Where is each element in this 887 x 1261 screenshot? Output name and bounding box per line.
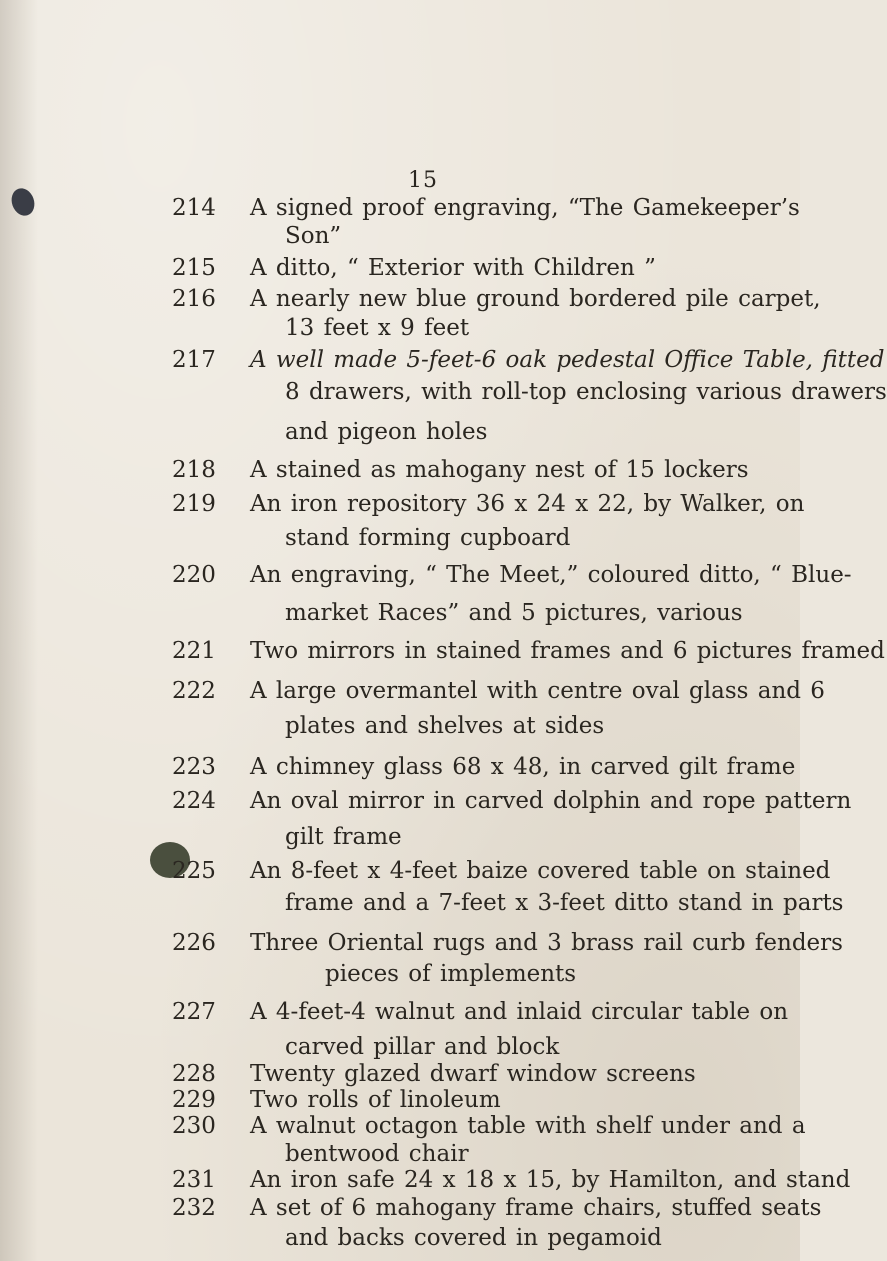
lot-number: 219 (172, 491, 216, 517)
lot-description-line: An iron safe 24 x 18 x 15, by Hamilton, and stand (250, 1167, 851, 1193)
lot-description-line: gilt frame (285, 824, 402, 850)
lot-number: 221 (172, 638, 216, 664)
lot-description-line: carved pillar and block (285, 1034, 560, 1060)
lot-description-line: A well made 5-feet-6 oak pedestal Office Table, fitted (250, 347, 885, 373)
lot-number: 232 (172, 1195, 216, 1221)
lot-description-line: plates and shelves at sides (285, 713, 605, 739)
lot-description-line: Two rolls of linoleum (250, 1087, 501, 1113)
lot-description-line: A ditto, “ Exterior with Children ” (250, 255, 656, 281)
lot-description-line: pieces of implements (325, 961, 577, 987)
lot-description-line: Two mirrors in stained frames and 6 pictures framed (250, 638, 885, 664)
lot-description-line: 8 drawers, with roll-top enclosing various drawers (285, 379, 887, 405)
lot-description-line: Son” (285, 223, 342, 249)
lot-description-line: A walnut octagon table with shelf under and a (250, 1113, 806, 1139)
lot-number: 215 (172, 255, 216, 281)
lot-number: 228 (172, 1061, 216, 1087)
lot-description-line: A large overmantel with centre oval glass and 6 (250, 678, 825, 704)
lot-description-line: and backs covered in pegamoid (285, 1225, 662, 1251)
lot-description-line: A 4-feet-4 walnut and inlaid circular table on (250, 999, 789, 1025)
lot-description-line: An 8-feet x 4-feet baize covered table on stained (250, 858, 831, 884)
lot-description-line: and pigeon holes (285, 419, 488, 445)
lot-description-line: stand forming cupboard (285, 525, 571, 551)
lot-number: 227 (172, 999, 216, 1025)
lot-description-line: An engraving, “ The Meet,” coloured ditto, “ Blue- (250, 562, 852, 588)
lot-description-line: A chimney glass 68 x 48, in carved gilt frame (250, 754, 796, 780)
lot-number: 218 (172, 457, 216, 483)
lot-description-line: An iron repository 36 x 24 x 22, by Walker, on (250, 491, 805, 517)
lot-number: 224 (172, 788, 216, 814)
lot-description-line: Twenty glazed dwarf window screens (250, 1061, 696, 1087)
lot-description-line: market Races” and 5 pictures, various (285, 600, 743, 626)
lot-number: 230 (172, 1113, 216, 1139)
lot-number: 229 (172, 1087, 216, 1113)
lot-number: 226 (172, 930, 216, 956)
lot-description-line: A nearly new blue ground bordered pile carpet, (250, 286, 821, 312)
page-number: 15 (408, 168, 438, 193)
lot-description-line: A stained as mahogany nest of 15 lockers (250, 457, 749, 483)
lot-number: 223 (172, 754, 216, 780)
lot-number: 214 (172, 195, 216, 221)
lot-number: 216 (172, 286, 216, 312)
lot-description-line: A set of 6 mahogany frame chairs, stuffed seats (250, 1195, 822, 1221)
lot-number: 220 (172, 562, 216, 588)
lot-description-line: A signed proof engraving, “The Gamekeeper’s (250, 195, 800, 221)
lot-number: 225 (172, 858, 216, 884)
lot-description-line: bentwood chair (285, 1141, 469, 1167)
lot-description-line: An oval mirror in carved dolphin and rope pattern (250, 788, 852, 814)
lot-number: 222 (172, 678, 216, 704)
lot-number: 217 (172, 347, 216, 373)
lot-description-line: Three Oriental rugs and 3 brass rail curb fenders (250, 930, 843, 956)
lot-description-line: frame and a 7-feet x 3-feet ditto stand in parts (285, 890, 844, 916)
lot-description-line: 13 feet x 9 feet (285, 315, 470, 341)
lot-number: 231 (172, 1167, 216, 1193)
